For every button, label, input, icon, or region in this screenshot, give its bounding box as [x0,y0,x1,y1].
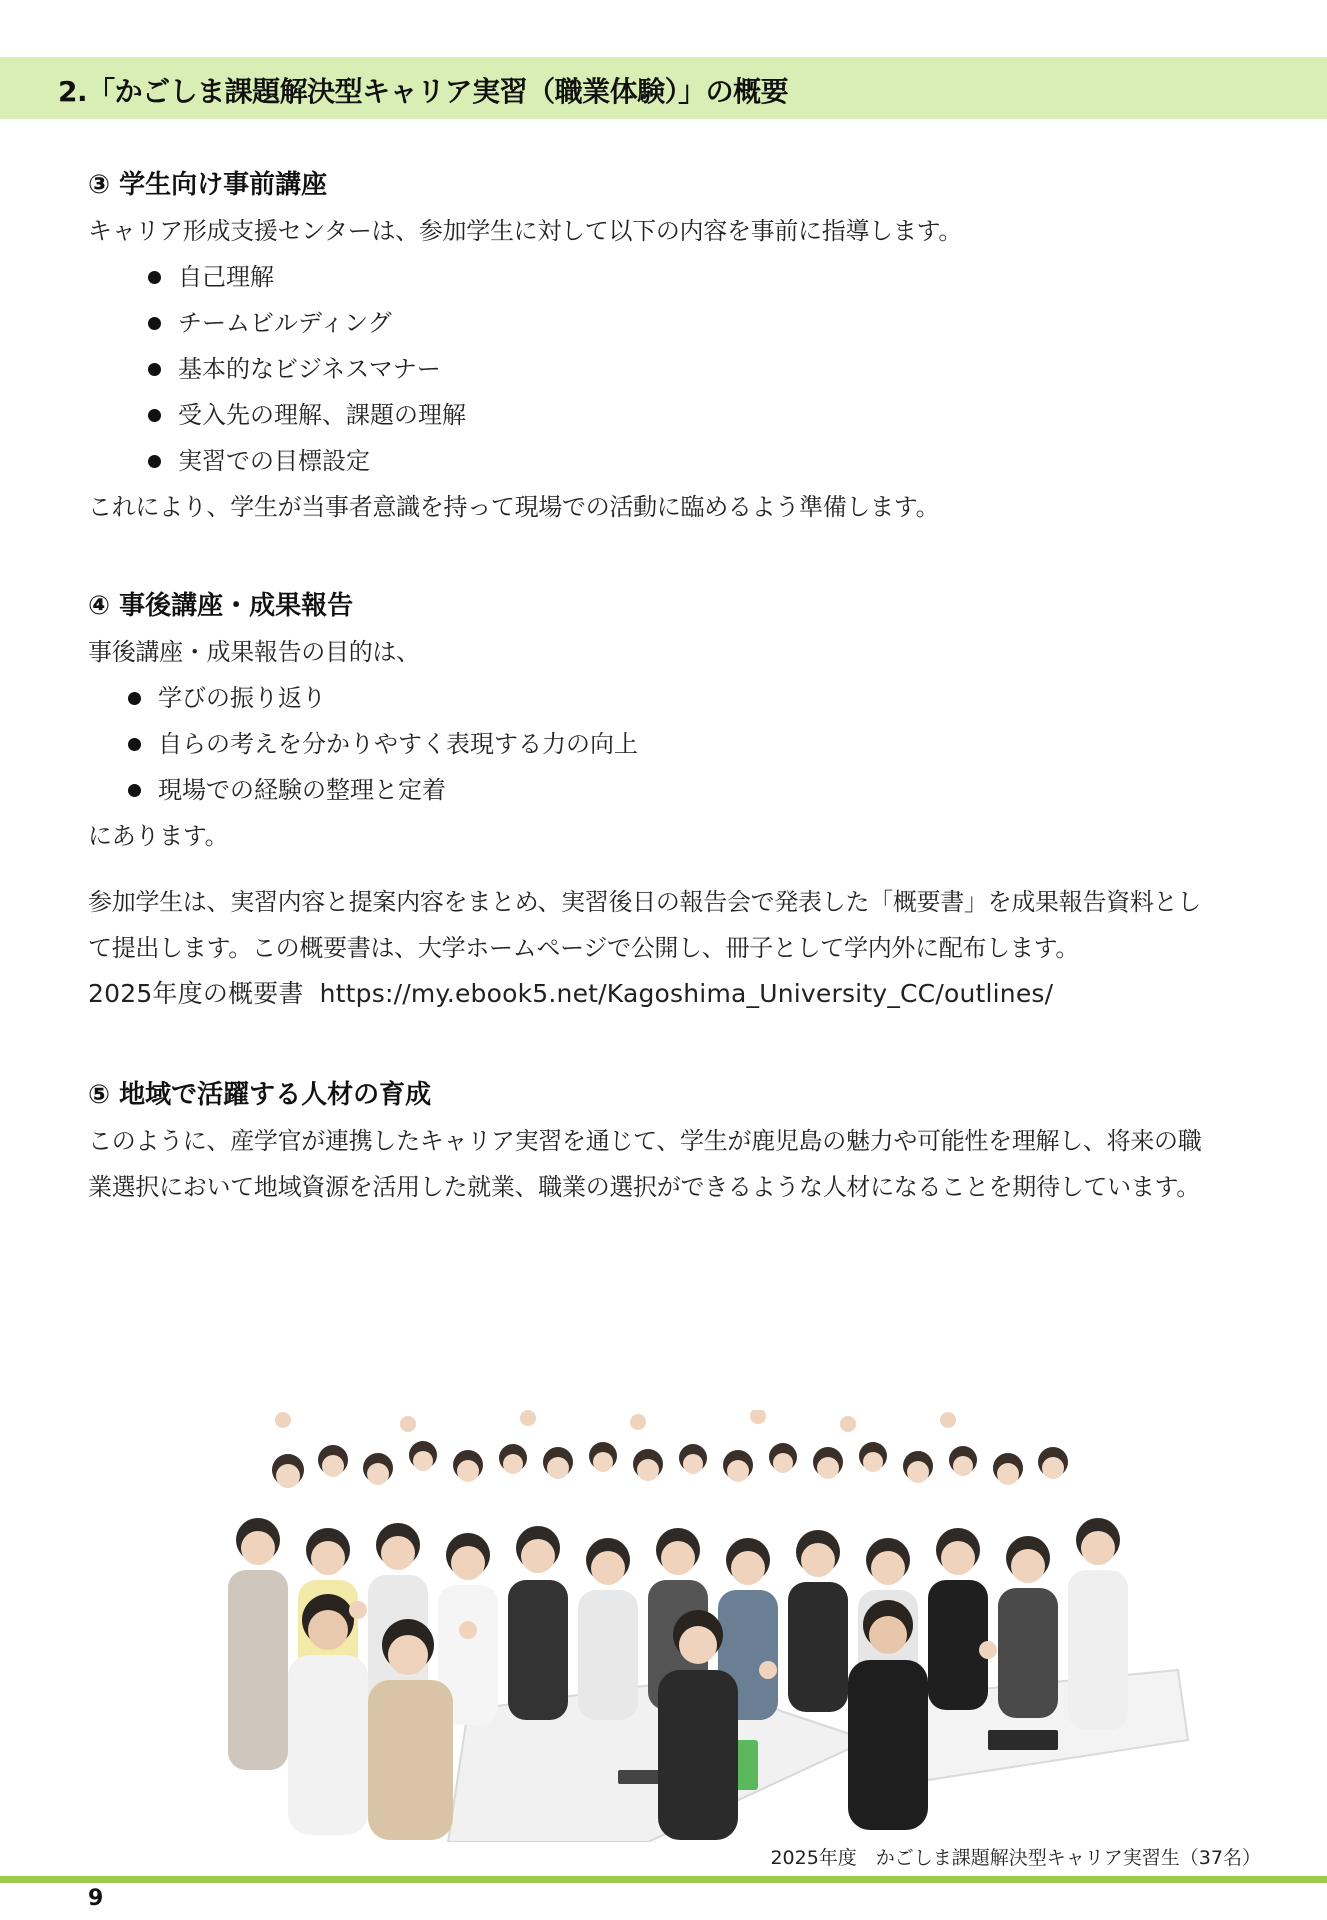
section-title: ④ 事後講座・成果報告 [88,591,354,621]
section-post-course [88,583,1268,1017]
section-outro: これにより、学生が当事者意識を持って現場での活動に臨めるよう準備します。 [88,493,940,521]
section-outro: にあります。 [88,822,229,850]
paragraph-line: て提出します。この概要書は、大学ホームページで公開し、冊子として学内外に配布します。 [88,934,1080,962]
section-title: ⑤ 地域で活躍する人材の育成 [88,1080,432,1110]
url-label: 2025年度の概要書 [88,979,304,1008]
list-item: 実習での目標設定 [88,438,1268,484]
photo-caption: 2025年度 かごしま課題解決型キャリア実習生（37名） [770,1847,1261,1869]
paragraph-line: 参加学生は、実習内容と提案内容をまとめ、実習後日の報告会で発表した「概要書」を成果報告資料とし [88,888,1201,916]
paragraph-line: このように、産学官が連携したキャリア実習を通じて、学生が鹿児島の魅力や可能性を理解し、将来の職 [88,1127,1202,1155]
list-item: 学びの振り返り [88,675,1268,721]
page-title: 2.「かごしま課題解決型キャリア実習（職業体験）」の概要 [58,75,789,108]
outline-url-link[interactable]: https://my.ebook5.net/Kagoshima_University_CC/outlines/ [319,979,1054,1008]
list-item: 自らの考えを分かりやすく表現する力の向上 [88,721,1268,767]
list-item: チームビルディング [88,300,1268,346]
bullet-list [88,675,1268,813]
list-item: 現場での経験の整理と定着 [88,767,1268,813]
page-number: 9 [88,1886,104,1911]
bullet-list [88,254,1268,484]
section-title: ③ 学生向け事前講座 [88,170,328,200]
list-item: 受入先の理解、課題の理解 [88,392,1268,438]
paragraph-line: 業選択において地域資源を活用した就業、職業の選択ができるような人材になることを期待しています。 [88,1173,1200,1201]
section-intro: キャリア形成支援センターは、参加学生に対して以下の内容を事前に指導します。 [88,217,963,245]
section-regional-talent [88,1072,1268,1210]
outline-url-line [88,971,1268,1017]
group-photo [168,1410,1192,1842]
list-item: 自己理解 [88,254,1268,300]
list-item: 基本的なビジネスマナー [88,346,1268,392]
section-intro: 事後講座・成果報告の目的は、 [88,638,420,666]
section-pre-course [88,162,1268,530]
footer-accent-line [0,1876,1327,1883]
